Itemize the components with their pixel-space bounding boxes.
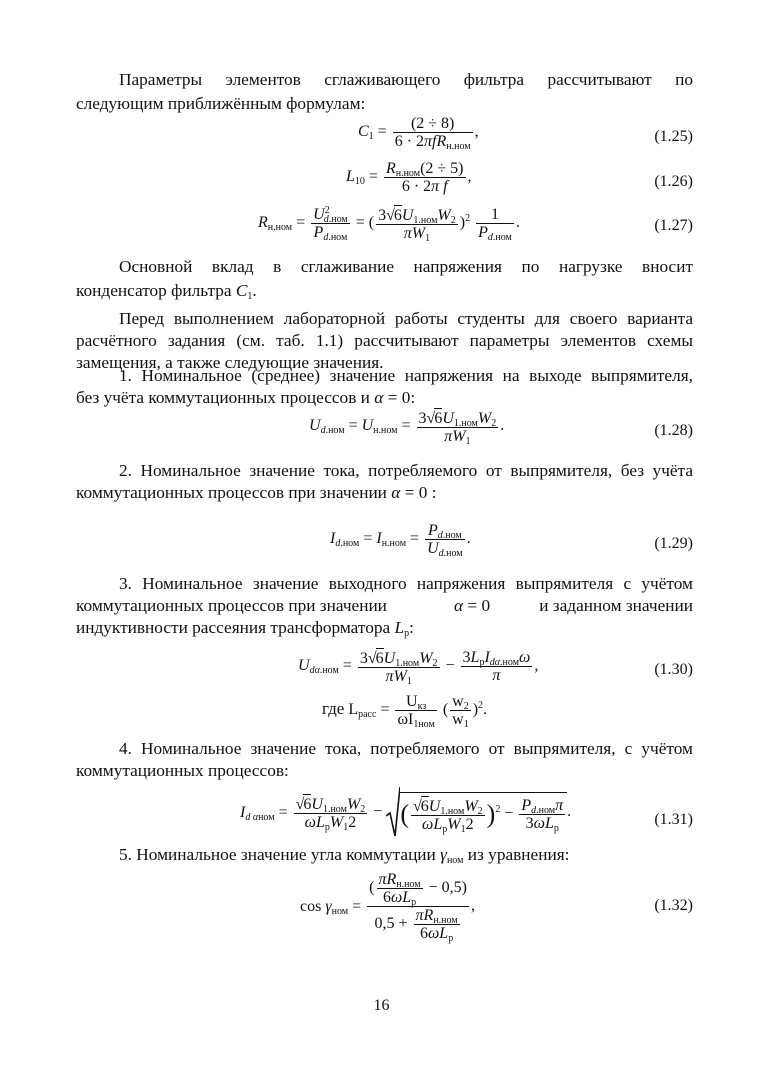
item-2-line-1: 2. Номинальное значение тока, потребляемого от выпрямителя, без учёта [119,461,693,480]
para-3-line-1: Перед выполнением лабораторной работы студенты для своего варианта [119,309,693,328]
equation-number: (1.31) [654,811,693,828]
para-2-line-1: Основной вклад в сглаживание напряжения по нагрузке вносит [119,257,693,276]
equation-number: (1.25) [654,128,693,145]
equation-number: (1.29) [654,535,693,552]
page-number: 16 [373,997,390,1014]
item-1-line-2: без учёта коммутационных процессов и α = 0: [76,388,416,407]
formula-1-32: $\cos \gamma_{ном}$ = ( $\frac{\pi R_{н.ном}}{6\omega L_p}$ − 0,5) 0,5 + $\frac{\pi R_{н.ном}}{6\omega L_p}$ , [300,871,475,944]
para-1-line-2: следующим приближённым формулам: [76,94,366,113]
equation-number: (1.30) [654,661,693,678]
formula-1-25: $C_1$ = $\frac{(2 \div 8)}{6 \cdot 2\pi fR_{н.ном}}$ , [358,115,479,152]
formula-1-27: $R_{н.ном}$ = $\frac{U^2_{d.ном}}{P_{d.ном}}$ = ( $\frac{3√6U_{1.ном}W_2}{\pi W_1}$ )$^2$ $\frac{1}{P_{d.ном}}$ . [258,205,520,244]
item-5-line-1: 5. Номинальное значение угла коммутации $\gamma_{ном}$ из уравнения: [119,845,570,866]
item-2-line-2: коммутационных процессов при значении α = 0 : [76,483,437,502]
item-4-line-2: коммутационных процессов: [76,761,289,780]
equation-number: (1.27) [654,217,693,234]
equation-number: (1.26) [654,173,693,190]
item-1-line-1: 1. Номинальное (среднее) значение напряжения на выходе выпрямителя, [119,366,693,385]
para-2-line-2: конденсатор фильтра $C_1$. [76,281,257,302]
para-3-line-2: расчётного задания (см. таб. 1.1) рассчитывают параметры элементов схемы [76,331,693,350]
formula-1-26: $L_{10}$ = $\frac{R_{н.ном}(2 \div 5)}{\text{6 · 2π f}}$ , [346,160,472,195]
equation-number: (1.32) [654,897,693,914]
formula-1-29: $I_{d.ном} = I_{н.ном}$ = $\frac{P_{d.ном}}{U_{d.ном}}$ . [330,522,471,559]
para-3-line-3: замещения, а также следующие значения. [76,353,384,372]
formula-1-30: $U_{d\alpha.ном}$ = $\frac{3√6U_{1.ном}W_2}{\pi W_1}$ − $\frac{3L_pI_{d\alpha.ном}\omega}{\pi}$ , [298,649,539,687]
item-3-line-3: индуктивности рассеяния трансформатора $L_p$: [76,618,414,639]
formula-1-31: $I_{d \alpha ном}$ = $\frac{√6U_{1.ном}W_2}{\omega L_pW_12}$ − ( $\frac{√6U_{1.ном}W_2}{\omega L_pW_12}$ )$^2$ − $\frac{P_{d.ном}\pi}{3\omega L_p}$ . [240,792,571,833]
item-4-line-1: 4. Номинальное значение тока, потребляемого от выпрямителя, с учётом [119,739,693,758]
radical-sign [386,786,400,838]
formula-l-rass: где $L_{расс}$ = $\frac{U_{кз}}{\omega I_{1ном}}$ ( $\frac{w_2}{w_1}$ )$^2$. [322,693,488,730]
formula-1-28: $U_{d.ном} = U_{н.ном}$ = $\frac{3√6U_{1.ном}W_2}{\pi W_1}$ . [309,410,505,447]
item-3-line-1: 3. Номинальное значение выходного напряжения выпрямителя с учётом [119,574,693,593]
para-1-line-1: Параметры элементов сглаживающего фильтра рассчитывают по [119,70,693,89]
equation-number: (1.28) [654,422,693,439]
